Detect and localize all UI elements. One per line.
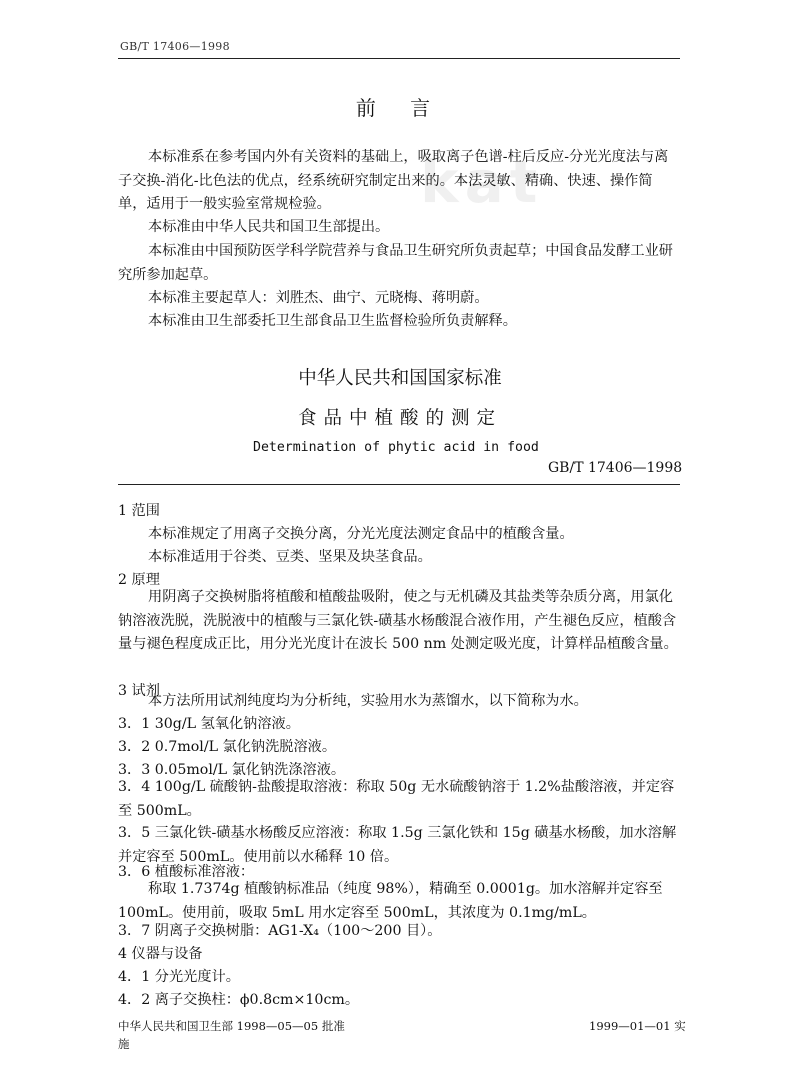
footer-effective-tail: 施 bbox=[118, 1037, 130, 1051]
section-2-paragraph: 用阴离子交换树脂将植酸和植酸盐吸附，使之与无机磷及其盐类等杂质分离，用氯化钠溶液洗脱，洗脱液中的植酸与三氯化铁-磺基水杨酸混合液作用，产生褪色反应，植酸含量与褪色程度成正比，用分光光度计在波长 500 nm 处测定吸光度，计算样品植酸含量。 bbox=[118, 589, 678, 653]
foreword-paragraph-2: 本标准由中华人民共和国卫生部提出。 bbox=[148, 219, 390, 235]
item-3-2: 3．2 0.7mol/L 氯化钠洗脱溶液。 bbox=[118, 739, 337, 755]
footer-effective-date: 1999—01—01 实 bbox=[589, 1019, 686, 1033]
watermark: kat bbox=[420, 148, 544, 216]
national-standard-heading: 中华人民共和国国家标准 bbox=[298, 368, 502, 389]
standard-number: GB/T 17406—1998 bbox=[548, 460, 683, 476]
section-1-heading: 1 范围 bbox=[118, 503, 160, 519]
header-standard-code: GB/T 17406—1998 bbox=[120, 40, 230, 53]
foreword-paragraph-4: 本标准主要起草人：刘胜杰、曲宁、元晓梅、蒋明蔚。 bbox=[148, 290, 489, 306]
header-rule bbox=[118, 58, 680, 59]
item-4-2: 4．2 离子交换柱：ϕ0.8cm×10cm。 bbox=[118, 992, 360, 1008]
footer-approved-date: 中华人民共和国卫生部 1998—05—05 批准 bbox=[118, 1019, 345, 1033]
standard-title-en: Determination of phytic acid in food bbox=[253, 440, 539, 455]
item-3-1: 3．1 30g/L 氢氧化钠溶液。 bbox=[118, 716, 300, 732]
foreword-paragraph-1: 本标准系在参考国内外有关资料的基础上，吸取离子色谱-柱后反应-分光光度法与离子交换-消化-比色法的优点，经系统研究制定出来的。本法灵敏、精确、快速、操作简单，适用于一般实验室常规检验。 bbox=[118, 149, 669, 213]
section-3-heading: 3 试剂 bbox=[118, 683, 160, 699]
section-2-heading: 2 原理 bbox=[118, 572, 160, 588]
item-3-3: 3．3 0.05mol/L 氯化钠洗涤溶液。 bbox=[118, 762, 346, 778]
title-rule bbox=[118, 484, 680, 485]
standard-title-cn: 食品中植酸的测定 bbox=[297, 408, 502, 429]
item-3-5: 3．5 三氯化铁-磺基水杨酸反应溶液：称取 1.5g 三氯化铁和 15g 磺基水杨酸，加水溶解并定容至 500mL。使用前以水稀释 10 倍。 bbox=[118, 825, 677, 865]
section-1-para-1: 本标准规定了用离子交换分离，分光光度法测定食品中的植酸含量。 bbox=[148, 526, 574, 542]
section-3-paragraph: 本方法所用试剂纯度均为分析纯，实验用水为蒸馏水，以下简称为水。 bbox=[148, 693, 588, 709]
foreword-paragraph-5: 本标准由卫生部委托卫生部食品卫生监督检验所负责解释。 bbox=[148, 313, 517, 329]
item-3-6: 3．6 植酸标准溶液： bbox=[118, 864, 255, 880]
item-3-6-paragraph: 称取 1.7374g 植酸钠标准品（纯度 98%），精确至 0.0001g。加水溶解并定容至 100mL。使用前，吸取 5mL 用水定容至 500mL，其浓度为 0.1mg/mL。 bbox=[118, 881, 663, 921]
item-3-4: 3．4 100g/L 硫酸钠-盐酸提取溶液：称取 50g 无水硫酸钠溶于 1.2%盐酸溶液，并定容至 500mL。 bbox=[118, 779, 675, 819]
section-1-para-2: 本标准适用于谷类、豆类、坚果及块茎食品。 bbox=[148, 549, 432, 565]
item-3-7: 3．7 阴离子交换树脂：AG1-X₄（100～200 目）。 bbox=[118, 923, 442, 939]
foreword-title: 前 言 bbox=[355, 96, 445, 120]
section-4-heading: 4 仪器与设备 bbox=[118, 946, 203, 962]
foreword-paragraph-3: 本标准由中国预防医学科学院营养与食品卫生研究所负责起草；中国食品发酵工业研究所参加起草。 bbox=[118, 243, 673, 283]
item-4-1: 4．1 分光光度计。 bbox=[118, 969, 240, 985]
